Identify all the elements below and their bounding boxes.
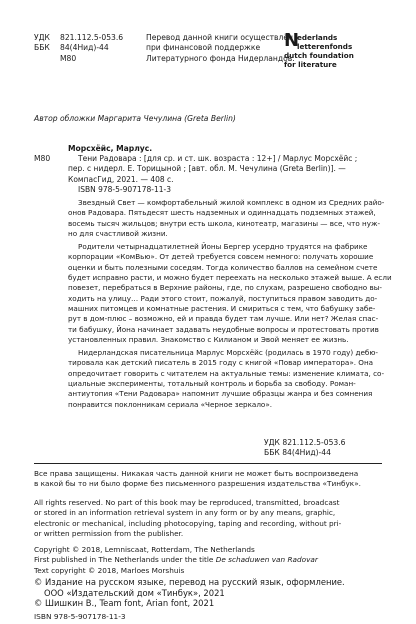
isbn-footer: ISBN 978-5-907178-11-3	[34, 612, 126, 621]
bib-line: КомпасГид, 2021. — 408 с.	[68, 174, 174, 184]
annotation	[68, 198, 392, 410]
annotation-line: циальные эксперименты, тотальный контроль и борьба за свободу. Роман-	[68, 379, 356, 389]
copyright-en-line2-prefix: First published in The Netherlands under the title	[34, 555, 216, 565]
section-divider	[34, 463, 382, 464]
logo-text	[284, 33, 354, 69]
annotation-line: корпорации «КомВью». От детей требуется совсем немного: получать хорошие	[68, 252, 374, 262]
annotation-line: будет исправно расти, и можно будет переехать на несколько этажей выше. А если	[68, 273, 392, 283]
udk-line	[34, 33, 123, 43]
annotation-line: восемь тысяч жильцов; внутри есть школа, кинотеатр, магазины — все, что нуж-	[68, 218, 381, 228]
annotation-line: онов Радовара. Пятьдесят шесть надземных и одиннадцать подземных этажей,	[68, 208, 376, 218]
annotation-line: повезет, перебраться в Верхние районы, где, по слухам, разрешено свободно вы-	[68, 283, 382, 293]
rights-ru-line: Все права защищены. Никакая часть данной книги не может быть воспроизведена	[34, 469, 359, 478]
catalog-repeat-udk: УДК 821.112.5-053.6	[264, 438, 346, 447]
annotation-p3	[68, 348, 392, 410]
bib-mark: М80	[34, 154, 51, 163]
catalog-block	[34, 33, 123, 64]
annotation-line: ти бабушку, Йона начинает задавать неудобные вопросы и протестовать против	[68, 324, 379, 334]
catalog-repeat	[264, 438, 346, 459]
rights-ru-line: в какой бы то ни было форме без письменного разрешения издательства «Тинбук».	[34, 479, 362, 489]
annotation-line: установленных правил. Знакомство с Килианом и Эвой меняет ее жизнь.	[68, 334, 349, 344]
udk-label: УДК	[34, 33, 50, 42]
udk-value: 821.112.5-053.6	[60, 33, 124, 42]
annotation-p1	[68, 198, 392, 239]
copyright-ru-line: ООО «Издательский дом «Тинбук», 2021	[44, 587, 225, 598]
translation-note-line: Литературного фонда Нидерландов.	[146, 53, 295, 63]
copyright-en-line3: Text copyright © 2018, Marloes Morshuis	[34, 565, 185, 575]
annotation-line: ходить на улицу… Ради этого стоит, пожалуй, поступиться правом заводить до-	[68, 293, 378, 303]
annotation-line: машних питомцев и комнатные растения. И смириться с тем, что бабушку забе-	[68, 303, 376, 313]
copyright-ru-line: © Издание на русском языке, перевод на русский язык, оформление.	[34, 577, 345, 587]
copyright-en	[34, 545, 318, 576]
author-mark: М80	[60, 53, 77, 63]
annotation-line: Звездный Свет — комфортабельный жилой комплекс в одном из Средних райо-	[78, 198, 385, 207]
rights-en-line: electronic or mechanical, including photocopying, taping and recording, without pri-	[34, 518, 342, 528]
bbk-line	[34, 43, 123, 53]
bib-line: Тени Радовара : [для ср. и ст. шк. возраста : 12+] / Марлус Морсхёйс ;	[78, 154, 358, 163]
rights-en	[34, 498, 341, 540]
original-title: De schaduwen van Radovar	[215, 555, 318, 565]
copyright-ru	[34, 577, 345, 609]
logo-line: dutch foundation	[284, 51, 354, 60]
author-mark-line	[34, 54, 123, 64]
annotation-line: понравится поклонникам сериала «Черное зеркало».	[68, 399, 273, 409]
logo-line: letterenfonds	[297, 42, 353, 51]
rights-en-line: or written permission from the publisher.	[34, 529, 184, 539]
cover-credit: Автор обложки Маргарита Чечулина (Greta Berlin)	[34, 114, 236, 123]
annotation-line: оценки и быть полезными соседям. Тогда количество баллов на семейном счете	[68, 262, 378, 272]
annotation-line: Родители четырнадцатилетней Йоны Бергер усердно трудятся на фабрике	[78, 242, 368, 252]
annotation-line: тировала как детский писатель в 2015 году с книгой «Повар императора». Она	[68, 358, 374, 368]
bbk-value: 84(4Нид)-44	[60, 43, 109, 53]
copyright-ru-line: © Шишкин В., Team font, Arian font, 2021	[34, 598, 215, 609]
logo-letter: N	[284, 30, 300, 51]
rights-ru	[34, 469, 361, 490]
bib-author-heading: Морсхёйс, Марлус.	[68, 144, 153, 153]
bib-line: ISBN 978-5-907178-11-3	[78, 185, 171, 195]
annotation-line: но для счастливой жизни.	[68, 228, 168, 238]
copyright-en-line2	[34, 555, 318, 565]
translation-note-line: при финансовой поддержке	[146, 43, 261, 53]
logo-line: ederlands	[297, 33, 338, 42]
annotation-line: антиутопия «Тени Радовара» напомнит лучшие образцы жанра и без сомнения	[68, 389, 373, 399]
translation-note	[146, 33, 295, 64]
annotation-line: опредочитает говорить с читателем на актуальные темы: изменение климата, со-	[68, 368, 385, 378]
bib-line: пер. с нидерл. Е. Торицыной ; [авт. обл. М. Чечулина (Greta Berlin)]. —	[68, 164, 346, 174]
annotation-p2	[68, 242, 392, 345]
rights-en-line: All rights reserved. No part of this book may be reproduced, transmitted, broadcast	[34, 498, 340, 507]
bib-record	[68, 154, 357, 196]
annotation-line: Нидерландская писательница Марлус Морсхёйс (родилась в 1970 году) дебю-	[78, 348, 378, 358]
catalog-repeat-bbk: ББК 84(4Нид)-44	[264, 448, 331, 458]
bbk-label: ББК	[34, 43, 50, 53]
copyright-en-line1: Copyright © 2018, Lemniscaat, Rotterdam, The Netherlands	[34, 545, 255, 554]
logo-line: for literature	[284, 60, 337, 69]
rights-en-line: or stored in an information retrieval system in any form or by any means, graphic,	[34, 508, 336, 518]
annotation-line: рут в дом-плюс – возможно, ей и правда будет там лучше. Или нет? Желая спас-	[68, 314, 379, 324]
translation-note-line: Перевод данной книги осуществлён	[146, 33, 294, 42]
